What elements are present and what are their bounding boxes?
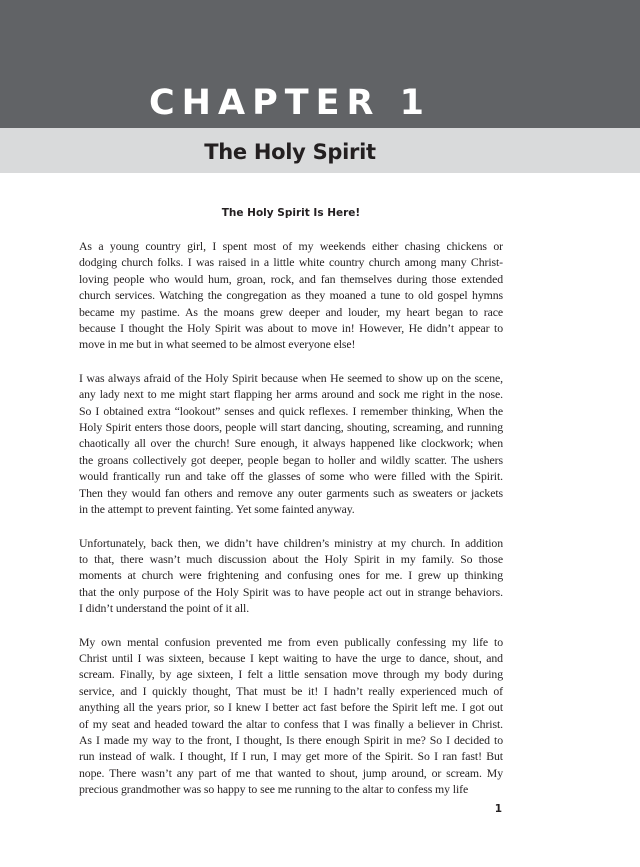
text-line: the groans collectively got deeper, people began to holler and wildly scatter. The ushers [79,452,503,467]
text-line: in the attempt to prevent fainting. Yet some fainted anyway. [79,502,355,517]
text-line: precious grandmother was so happy to see me running to the altar to confess my life [79,782,469,797]
text-line: any lady next to me might start flapping her arms around and sock me right in the nose. [79,387,503,402]
text-line: So I obtained extra “lookout” senses and quick reflexes. I remember thinking, When the [79,403,503,418]
text-line: that the only purpose of the Holy Spirit was to have people act out in strange behaviors. [79,584,503,599]
text-line: loving people who would hum, groan, rock, and fan themselves during those extended [79,271,503,286]
text-line: I was always afraid of the Holy Spirit because when He seemed to show up on the scene, [79,370,503,385]
body-text [79,238,503,815]
text-line: Then they would fan others and remove any outer garments such as sweaters or jackets [79,485,503,500]
text-line: move in me but in what seemed to be almost everyone else! [79,337,356,352]
text-line: service, and I quickly thought, That must be it! I hadn’t really experienced much of [79,683,503,698]
text-line: of my seat and headed toward the altar to confess that I was finally a believer in Christ. [79,716,503,731]
text-line: Holy Spirit enters those doors, people will start dancing, shouting, screaming, and running [79,420,503,435]
text-line: run instead of walk. I thought, If I run, I may get more of the Spirit. So I ran fast! But [79,749,503,764]
text-line: dodging church folks. I was raised in a little white country church among many Christ- [79,255,503,270]
text-line: Unfortunately, back then, we didn’t have children’s ministry at my church. In addition [79,535,503,550]
text-line: would frantically run and take off the glasses of some who were filled with the Spirit. [79,469,503,484]
text-line: became my pastime. As the moans grew deeper and louder, my heart began to race [79,304,503,319]
text-line: moments at church were frightening and confusing ones for me. I grew up thinking [79,568,503,583]
chapter-title: The Holy Spirit [204,140,376,164]
text-line: nope. There wasn’t any part of me that wanted to shout, jump around, or scream. My [79,765,503,780]
text-line: Christ until I was sixteen, because I kept waiting to have the urge to dance, shout, and [79,650,503,665]
page-number: 1 [494,803,502,815]
text-line: chaotically all over the church! Sure enough, it always happened like clockwork; when [79,436,503,451]
paragraph [79,634,503,798]
text-line: to that, there wasn’t much discussion about the Holy Spirit in my family. So those [79,551,503,566]
text-line: because I thought the Holy Spirit was about to move in! However, He didn’t appear to [79,321,503,336]
text-line: church services. Watching the congregation as they moaned a tune to old gospel hymns [79,288,503,303]
section-heading: The Holy Spirit Is Here! [221,207,361,219]
text-line: As I made my way to the front, I thought, Is there enough Spirit in me? So I decided to [79,732,503,747]
paragraph [79,370,503,518]
text-line: anything all the years prior, so I knew I better act fast before the Spirit left me. I got out [79,700,503,715]
text-line: scream. Finally, by age sixteen, I felt a little sensation move through my body during [79,667,503,682]
chapter-label: CHAPTER 1 [149,83,431,123]
text-line: My own mental confusion prevented me from even publically confessing my life to [79,634,503,649]
paragraph [79,238,503,353]
text-line: I didn’t understand the point of it all. [79,601,250,616]
text-line: As a young country girl, I spent most of my weekends either chasing chickens or [79,239,503,253]
paragraph [79,535,503,617]
